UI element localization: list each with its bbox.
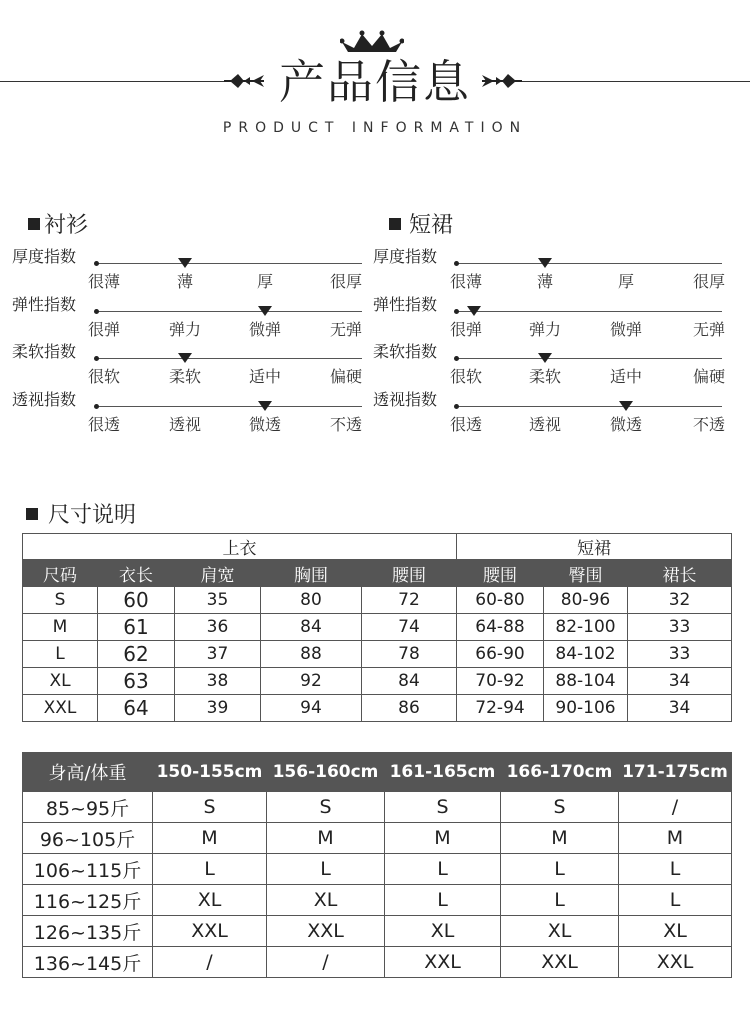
skirt-index-label: 厚度指数 [373,247,438,266]
size-title: 尺寸说明 [48,503,137,528]
scale-start-dot-icon [454,404,459,409]
fit-table-cell: L [501,885,619,916]
shirt-index-option: 适中 [248,367,281,386]
skirt-index-option: 很软 [449,367,482,386]
size-table-cell: 39 [175,695,261,722]
shirt-index-label: 透视指数 [12,389,77,409]
scale-start-dot-icon [94,356,99,361]
fit-table-cell: L [619,854,732,885]
skirt-section-title [389,208,453,239]
fit-table-cell: S [385,792,501,823]
skirt-index-option: 微弹 [609,319,642,339]
scale-start-dot-icon [454,356,459,361]
shirt-index-option: 很透 [87,414,120,434]
scale-marker-icon [178,258,192,268]
shirt-index-label: 柔软指数 [12,342,77,361]
shirt-index-option: 薄 [176,272,193,291]
skirt-index-option: 透视 [528,414,561,434]
fit-table-cell: L [619,885,732,916]
page-title: 产品信息 [279,55,471,109]
fit-table-cell: M [153,823,267,854]
bullet-square-icon [389,218,401,230]
shirt-index-label: 弹性指数 [12,294,77,314]
fit-table-header: 身高/体重 [23,753,153,792]
size-table-cell: 34 [628,695,732,722]
skirt-index-option: 偏硬 [692,367,725,386]
skirt-index-option: 很薄 [449,272,482,291]
scale-start-dot-icon [454,309,459,314]
fit-table-cell: 96~105斤 [23,823,153,854]
group-skirt-label: 短裙 [457,534,732,560]
table-row [23,668,732,695]
size-table-cell: 66-90 [457,641,544,668]
scale-marker-icon [258,401,272,411]
size-table-cell: 80-96 [544,587,628,614]
scale-marker-icon [538,353,552,363]
scale-marker-icon [178,353,192,363]
fit-table-cell: XXL [153,916,267,947]
scale-start-dot-icon [94,404,99,409]
header-rule-left [0,81,226,82]
table-row [23,695,732,722]
size-table-cell: 60 [98,587,175,614]
fit-table-cell: L [501,854,619,885]
scale-marker-icon [467,306,481,316]
fit-table-cell: M [501,823,619,854]
fit-table-cell: / [153,947,267,978]
size-table-cell: 84 [362,668,457,695]
fit-table-cell: 126~135斤 [23,916,153,947]
size-table-header: 腰围 [362,560,457,587]
size-table-cell: M [23,614,98,641]
size-table-header: 胸围 [261,560,362,587]
fit-table-cell: / [619,792,732,823]
size-table-cell: 33 [628,614,732,641]
scale-marker-icon [538,258,552,268]
fit-table-cell: M [619,823,732,854]
skirt-index-option: 很透 [449,414,482,434]
fit-table-header: 156-160cm [267,753,385,792]
skirt-title: 短裙 [409,213,454,238]
table-row [23,916,732,947]
bullet-square-icon [28,218,40,230]
size-table-header: 肩宽 [175,560,261,587]
scale-start-dot-icon [94,261,99,266]
shirt-index-track [96,263,362,264]
fit-table-header: 161-165cm [385,753,501,792]
size-table-cell: 78 [362,641,457,668]
fit-table-header: 150-155cm [153,753,267,792]
fit-table-cell: XXL [267,916,385,947]
skirt-index-option: 很厚 [692,272,725,291]
shirt-index-option: 偏硬 [329,367,362,386]
shirt-title: 衬衫 [44,213,89,238]
table-row [23,885,732,916]
skirt-index-option: 很弹 [449,319,482,339]
size-table-cell: 84-102 [544,641,628,668]
skirt-index-track [456,263,722,264]
skirt-index-option: 不透 [692,414,725,434]
size-table-cell: 63 [98,668,175,695]
shirt-index-track [96,311,362,312]
fit-table-cell: XL [385,916,501,947]
size-table-header: 腰围 [457,560,544,587]
shirt-index-option: 微弹 [248,319,281,339]
size-table-cell: 88-104 [544,668,628,695]
fit-table-header: 166-170cm [501,753,619,792]
skirt-index-label: 透视指数 [373,389,438,409]
ornament-right-icon [478,68,522,94]
size-table-cell: L [23,641,98,668]
scale-start-dot-icon [94,309,99,314]
size-table-cell: 61 [98,614,175,641]
skirt-index-option: 弹力 [528,319,561,339]
fit-table-cell: M [267,823,385,854]
size-table-header: 尺码 [23,560,98,587]
table-row [23,823,732,854]
size-table-cell: 88 [261,641,362,668]
size-table-cell: 92 [261,668,362,695]
table-row [23,947,732,978]
fit-table-cell: XL [267,885,385,916]
fit-table-cell: 136~145斤 [23,947,153,978]
skirt-index-option: 微透 [609,414,642,434]
skirt-index-label: 柔软指数 [373,342,438,361]
size-table-cell: 38 [175,668,261,695]
fit-table-cell: XXL [385,947,501,978]
skirt-index-track [456,358,722,359]
skirt-index-track [456,311,722,312]
crown-icon [340,28,404,54]
fit-table-cell: XL [153,885,267,916]
size-table-cell: 90-106 [544,695,628,722]
size-table-cell: 84 [261,614,362,641]
shirt-index-option: 很弹 [87,319,120,339]
shirt-index-option: 微透 [248,414,281,434]
shirt-index-option: 无弹 [329,319,362,339]
fit-table-cell: L [385,854,501,885]
fit-table-cell: S [267,792,385,823]
size-table-cell: 94 [261,695,362,722]
scale-marker-icon [258,306,272,316]
skirt-index-label: 弹性指数 [373,294,438,314]
group-top-label: 上衣 [23,534,457,560]
size-table-cell: 70-92 [457,668,544,695]
size-table [22,533,732,722]
size-table-cell: 72 [362,587,457,614]
skirt-index-option: 厚 [617,272,634,291]
fit-table-cell: XXL [501,947,619,978]
size-table-cell: 37 [175,641,261,668]
fit-table-cell: 106~115斤 [23,854,153,885]
ornament-left-icon [224,68,268,94]
shirt-index-option: 很厚 [329,272,362,291]
skirt-index-option: 无弹 [692,319,725,339]
shirt-index-option: 弹力 [168,319,201,339]
page-subtitle: PRODUCT INFORMATION [222,120,528,136]
table-row [23,792,732,823]
fit-table [22,752,732,978]
fit-table-cell: L [153,854,267,885]
shirt-index-option: 透视 [168,414,201,434]
shirt-index-option: 很薄 [87,272,120,291]
fit-table-header: 171-175cm [619,753,732,792]
shirt-index-option: 很软 [87,367,120,386]
scale-start-dot-icon [454,261,459,266]
size-table-cell: 60-80 [457,587,544,614]
size-table-cell: XXL [23,695,98,722]
header-rule-right [522,81,750,82]
scale-marker-icon [619,401,633,411]
size-table-cell: 80 [261,587,362,614]
size-table-header: 裙长 [628,560,732,587]
fit-table-cell: S [153,792,267,823]
fit-table-cell: XL [501,916,619,947]
size-table-cell: 82-100 [544,614,628,641]
shirt-index-track [96,406,362,407]
size-table-header: 衣长 [98,560,175,587]
size-table-cell: 72-94 [457,695,544,722]
shirt-index-label: 厚度指数 [12,247,77,266]
size-table-cell: 62 [98,641,175,668]
fit-table-cell: XL [619,916,732,947]
fit-table-cell: L [267,854,385,885]
size-table-cell: 33 [628,641,732,668]
size-table-cell: 64-88 [457,614,544,641]
fit-table-cell: 116~125斤 [23,885,153,916]
shirt-index-option: 柔软 [168,367,201,386]
shirt-index-option: 厚 [256,272,273,291]
size-table-cell: 32 [628,587,732,614]
table-row [23,854,732,885]
fit-table-cell: S [501,792,619,823]
size-table-cell: 36 [175,614,261,641]
shirt-section-title [28,208,88,239]
fit-table-cell: 85~95斤 [23,792,153,823]
size-table-cell: 86 [362,695,457,722]
size-table-cell: XL [23,668,98,695]
size-section-title [26,498,136,529]
shirt-index-option: 不透 [329,414,362,434]
size-table-cell: 64 [98,695,175,722]
skirt-index-option: 柔软 [528,367,561,386]
size-table-header: 臀围 [544,560,628,587]
table-row [23,641,732,668]
skirt-index-track [456,406,722,407]
fit-table-cell: / [267,947,385,978]
size-table-cell: S [23,587,98,614]
size-table-cell: 35 [175,587,261,614]
fit-table-cell: L [385,885,501,916]
shirt-index-track [96,358,362,359]
fit-table-cell: M [385,823,501,854]
size-table-cell: 74 [362,614,457,641]
size-table-cell: 34 [628,668,732,695]
table-row [23,587,732,614]
skirt-index-option: 适中 [609,367,642,386]
table-row [23,614,732,641]
bullet-square-icon [26,508,38,520]
fit-table-cell: XXL [619,947,732,978]
skirt-index-option: 薄 [536,272,553,291]
